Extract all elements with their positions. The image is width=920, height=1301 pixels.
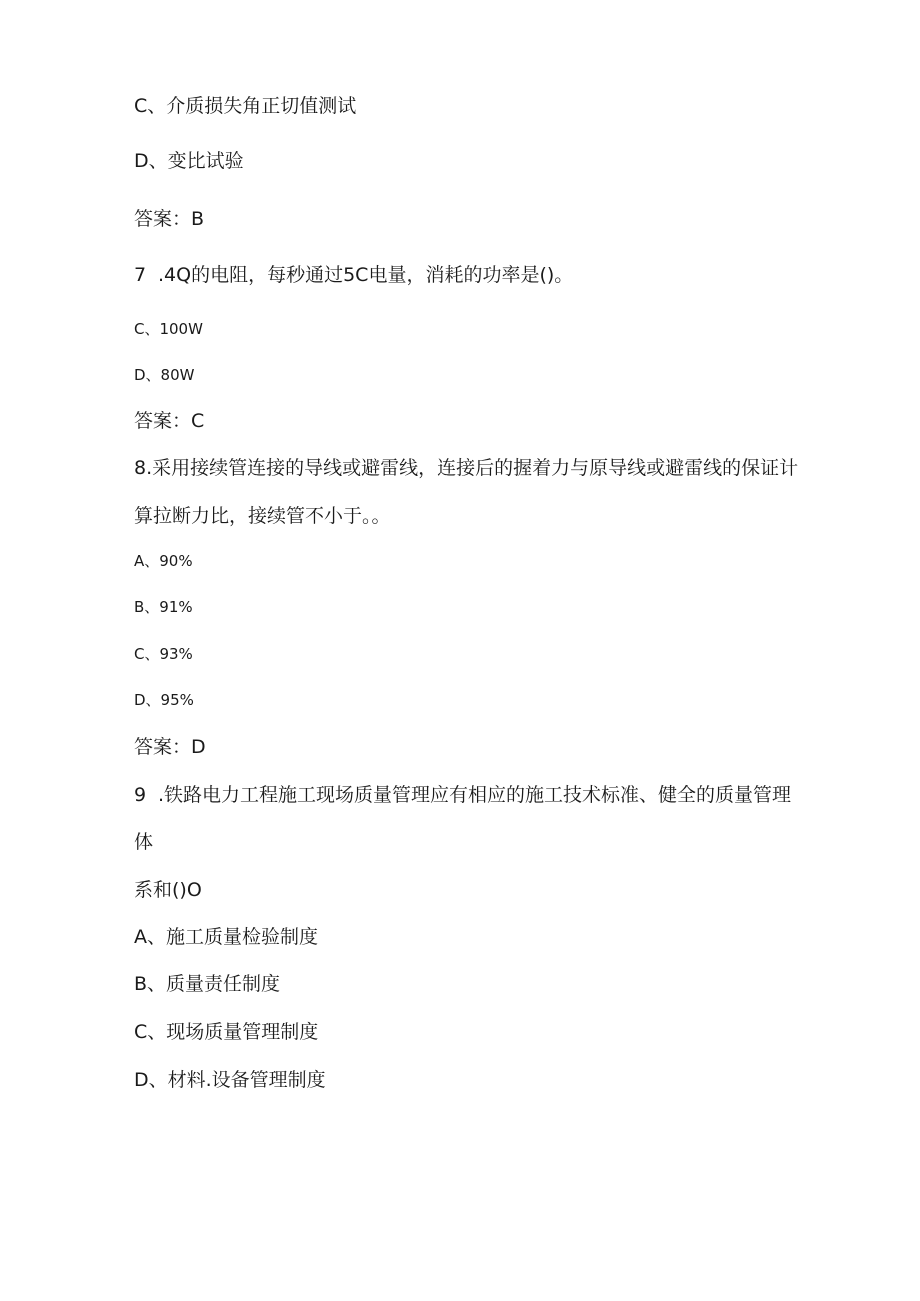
q8-question-line-2: 算拉断力比，接续管不小于。。 (134, 505, 391, 527)
q7-option-d: D、80W (134, 366, 195, 384)
q6-option-c: C、介质损失角正切值测试 (134, 95, 357, 117)
q9-option-a: A、施工质量检验制度 (134, 926, 318, 948)
q9-question-line-3: 系和()O (134, 879, 202, 901)
q8-option-d: D、95% (134, 691, 194, 709)
q6-answer: 答案：B (134, 208, 205, 230)
q7-option-c: C、100W (134, 320, 203, 338)
q9-option-d: D、材料.设备管理制度 (134, 1069, 326, 1091)
q7-number: 7 (134, 264, 147, 286)
q8-question-line-1: 8.采用接续管连接的导线或避雷线，连接后的握着力与原导线或避雷线的保证计 (134, 457, 799, 479)
q9-text: .铁路电力工程施工现场质量管理应有相应的施工技术标准、健全的质量管理 (158, 784, 792, 806)
q9-option-c: C、现场质量管理制度 (134, 1021, 319, 1043)
q9-number: 9 (134, 784, 147, 806)
q7-answer: 答案：C (134, 410, 205, 432)
q7-text: .4Q的电阻，每秒通过5C电量，消耗的功率是()。 (158, 264, 574, 286)
q6-option-d: D、变比试验 (134, 150, 244, 172)
q7-question (134, 266, 573, 285)
q9-question-line-1 (134, 786, 791, 805)
q8-option-b: B、91% (134, 598, 193, 616)
q8-option-c: C、93% (134, 645, 193, 663)
q8-option-a: A、90% (134, 552, 193, 570)
q9-question-line-2: 体 (134, 831, 154, 853)
q9-option-b: B、质量责任制度 (134, 973, 281, 995)
q8-answer: 答案：D (134, 736, 206, 758)
